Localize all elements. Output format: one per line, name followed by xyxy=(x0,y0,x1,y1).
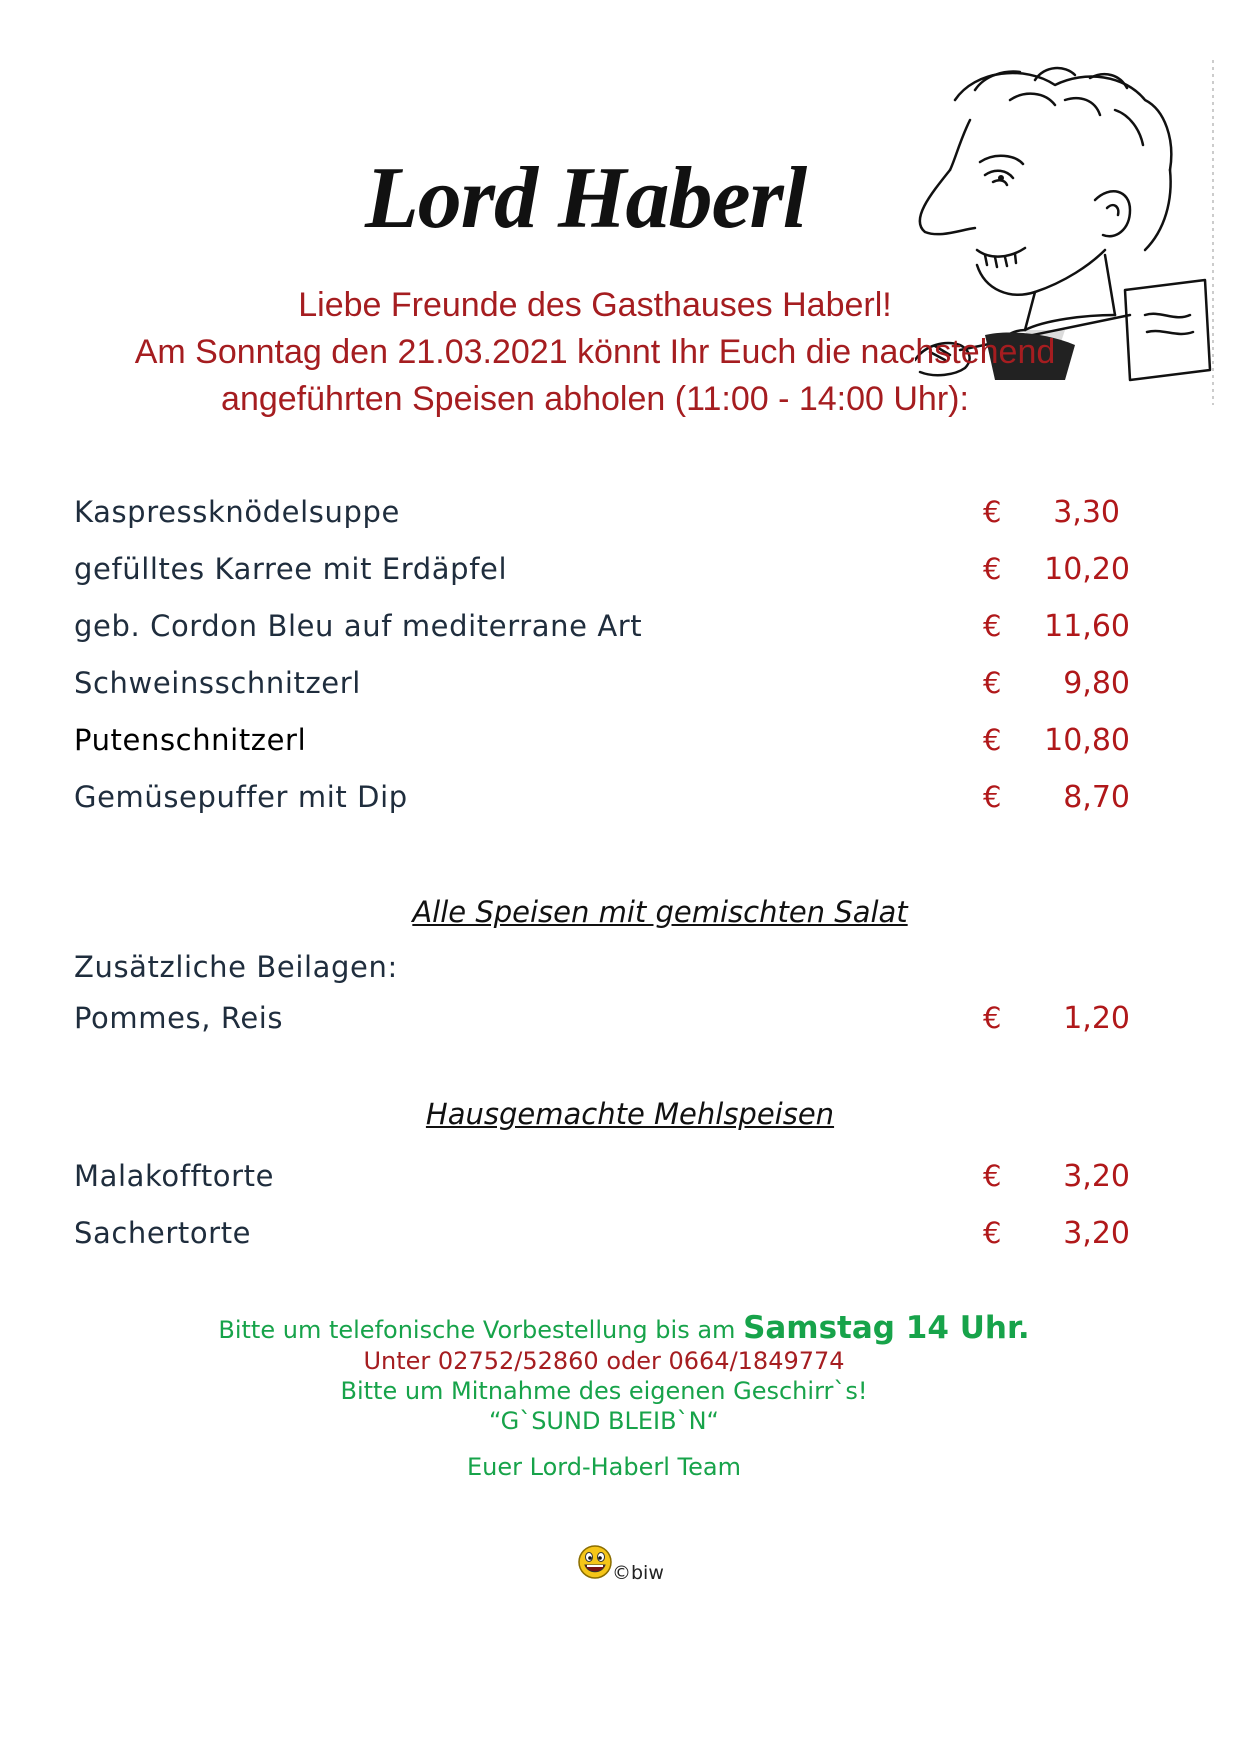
salad-note: Alle Speisen mit gemischten Salat xyxy=(412,895,908,929)
menu-item-price: 11,60 xyxy=(1044,609,1130,644)
dessert-item-name: Malakofftorte xyxy=(74,1159,275,1193)
menu-item-name: geb. Cordon Bleu auf mediterrane Art xyxy=(74,609,643,643)
intro-line-1: Liebe Freunde des Gasthauses Haberl! xyxy=(298,286,892,324)
menu-item-price: 9,80 xyxy=(1063,666,1130,701)
dessert-item-price: 3,20 xyxy=(1063,1216,1130,1251)
dessert-item-price: 3,20 xyxy=(1063,1159,1130,1194)
menu-item-currency: € xyxy=(983,666,1002,700)
menu-item-currency: € xyxy=(983,609,1002,643)
menu-item-name: gefülltes Karree mit Erdäpfel xyxy=(74,552,508,586)
menu-item-currency: € xyxy=(983,552,1002,586)
menu-item-price: 8,70 xyxy=(1063,780,1130,815)
dessert-item-currency: € xyxy=(983,1159,1002,1193)
order-text: Bitte um telefonische Vorbestellung bis am xyxy=(218,1316,736,1344)
order-note xyxy=(20,1310,1228,1346)
menu-item-name: Putenschnitzerl xyxy=(74,723,307,757)
phone-numbers: Unter 02752/52860 oder 0664/1849774 xyxy=(363,1347,845,1375)
side-item-name: Pommes, Reis xyxy=(74,1001,284,1035)
smiley-icon xyxy=(577,1544,613,1580)
order-deadline: Samstag 14 Uhr. xyxy=(743,1310,1030,1346)
menu-item-currency: € xyxy=(983,723,1002,757)
menu-item-price: 10,20 xyxy=(1044,552,1130,587)
greeting: “G`SUND BLEIB`N“ xyxy=(489,1407,719,1435)
sides-heading: Zusätzliche Beilagen: xyxy=(74,950,398,984)
page-title: Lord Haberl xyxy=(365,150,807,247)
menu-item-currency: € xyxy=(983,495,1002,529)
menu-item-name: Schweinsschnitzerl xyxy=(74,666,361,700)
side-item-currency: € xyxy=(983,1001,1002,1035)
menu-item-name: Gemüsepuffer mit Dip xyxy=(74,780,408,814)
dessert-item-currency: € xyxy=(983,1216,1002,1250)
intro-line-3: angeführten Speisen abholen (11:00 - 14:00 Uhr): xyxy=(221,380,969,418)
dessert-item-name: Sachertorte xyxy=(74,1216,252,1250)
copyright: ©biw xyxy=(612,1562,664,1584)
intro-line-2: Am Sonntag den 21.03.2021 könnt Ihr Euch die nachstehend xyxy=(134,333,1056,371)
menu-item-currency: € xyxy=(983,780,1002,814)
menu-item-price: 10,80 xyxy=(1044,723,1130,758)
side-item-price: 1,20 xyxy=(1063,1001,1130,1036)
menu-item-price: 3,30 xyxy=(1053,495,1120,530)
desserts-heading: Hausgemachte Mehlspeisen xyxy=(425,1097,835,1131)
dishes-note: Bitte um Mitnahme des eigenen Geschirr`s! xyxy=(340,1377,868,1405)
menu-item-name: Kaspressknödelsuppe xyxy=(74,495,400,529)
signature: Euer Lord-Haberl Team xyxy=(467,1453,741,1481)
